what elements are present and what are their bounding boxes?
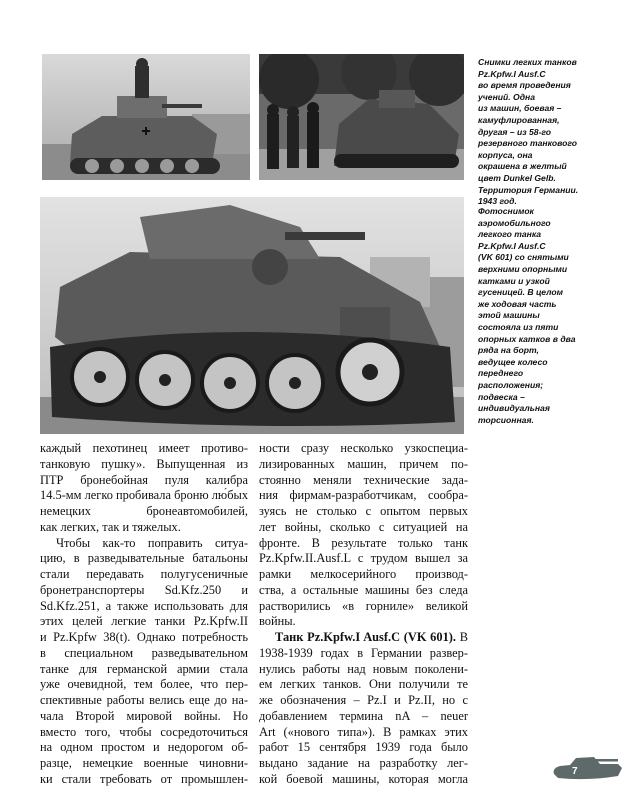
text-line: стали передавать полугусеничные bbox=[40, 567, 248, 581]
text-line: танке для германской армии стала bbox=[40, 661, 248, 676]
text-line: ки стали требовать от промышлен- bbox=[40, 771, 248, 786]
text-line: этих целей легкие танки Pz.Kpfw.II bbox=[40, 614, 248, 629]
caption-line: цвет Dunkel Gelb. bbox=[478, 172, 556, 183]
caption-line: расположения; bbox=[478, 379, 544, 390]
caption-line: же ходовая часть bbox=[478, 298, 557, 309]
tank-silhouette-icon bbox=[548, 754, 624, 782]
text-line: Pz.Kpfw.II.Ausf.L с трудом вышел за bbox=[259, 551, 468, 566]
text-line: ства, а остальные машины без следа bbox=[259, 582, 468, 597]
text-line: рамки мелкосерийного производ- bbox=[259, 567, 468, 581]
text-line: спективные работы велись еще до на- bbox=[40, 693, 248, 707]
text-line: нулись работы над новым поколени- bbox=[259, 661, 468, 676]
caption-line: Снимки легких танков bbox=[478, 57, 577, 67]
caption-line: во время проведения bbox=[478, 80, 571, 91]
text-column-left bbox=[40, 441, 248, 788]
photo-tank-with-crew bbox=[42, 54, 250, 180]
caption-line: катками и узкой bbox=[478, 275, 550, 286]
caption-line: ряда на борт, bbox=[478, 345, 539, 356]
text-line: же обозначения – Pz.I и Pz.II, но с bbox=[259, 693, 468, 707]
caption-line: состояла из пяти bbox=[478, 321, 559, 332]
caption-line: подвеска – bbox=[478, 391, 525, 402]
text-line: в специальном разведывательном bbox=[40, 645, 248, 660]
text-line: зуясь не столько с опытом первых bbox=[259, 504, 468, 518]
caption-line: Pz.Kpfw.I Ausf.C bbox=[478, 68, 546, 79]
caption-line: этой машины bbox=[478, 310, 540, 321]
text-line: уже очевидной, тем более, что пер- bbox=[40, 677, 248, 692]
caption-line: другая – из 58-го bbox=[478, 126, 552, 137]
caption-line: гусеницей. В целом bbox=[478, 287, 563, 298]
section-subheading: Танк Pz.Kpfw.I Ausf.C (VK 601). bbox=[275, 630, 456, 644]
caption-line: корпуса, она bbox=[478, 149, 533, 160]
page-number-badge bbox=[548, 754, 624, 782]
text-line: вместо того, чтобы сосредоточиться bbox=[40, 724, 248, 739]
caption-line: верхними опорными bbox=[478, 263, 568, 274]
text-line: лизированных машин, причем по- bbox=[259, 456, 468, 471]
caption-line: Фотоснимок bbox=[478, 206, 534, 216]
tank-photo-1-graphic bbox=[42, 54, 250, 180]
caption-line: (VK 601) со снятыми bbox=[478, 252, 569, 263]
text-line: цию, в разведывательные батальоны bbox=[40, 551, 248, 566]
caption-line: учений. Одна bbox=[478, 91, 536, 102]
page-number: 7 bbox=[572, 766, 578, 777]
text-line: фронте. В результате только танк bbox=[259, 535, 468, 550]
caption-line: камуфлированная, bbox=[478, 114, 560, 125]
text-line: выдано задание на разработку лег- bbox=[259, 756, 468, 770]
caption-line: Pz.Kpfw.I Ausf.C bbox=[478, 240, 546, 251]
text-line: чала Второй мировой войны. Но bbox=[40, 708, 248, 723]
caption-line: ведущее колесо bbox=[478, 356, 548, 367]
text-line: Art («нового типа»). В рамках этих bbox=[259, 724, 468, 739]
photo-camouflaged-tank bbox=[259, 54, 464, 180]
text-line: ем легких танков. Они получили те bbox=[259, 677, 468, 692]
subheading-continuation: В bbox=[456, 630, 468, 644]
text-line: растворились «в горниле» великой bbox=[259, 598, 468, 613]
text-line: на одном простом и недорогом об- bbox=[40, 740, 248, 755]
text-line: немецких бронеавтомобилей, bbox=[40, 504, 248, 518]
text-line: и Pz.Kpfw 38(t). Однако потребность bbox=[40, 630, 248, 644]
caption-line: из машин, боевая – bbox=[478, 103, 562, 114]
text-line: 14.5-мм легко пробивала броню лю́бых bbox=[40, 488, 248, 503]
caption-line: легкого танка bbox=[478, 229, 542, 240]
caption-line: индивидуальная bbox=[478, 403, 550, 414]
text-line: каждый пехотинец имеет противо- bbox=[40, 441, 248, 455]
text-line: разце, немецкие военные чиновни- bbox=[40, 756, 248, 770]
tank-photo-main-graphic bbox=[40, 197, 464, 434]
text-line: Чтобы как-то поправить ситуа- bbox=[56, 535, 248, 550]
caption-main-photo bbox=[478, 206, 606, 426]
text-line: кой боевой машины, которая могла bbox=[259, 771, 468, 786]
text-line: стоянно меняли технические зада- bbox=[259, 472, 468, 487]
text-column-right bbox=[259, 441, 468, 788]
text-line: бронетранспортеры Sd.Kfz.250 и bbox=[40, 582, 248, 597]
text-line: танковую пушку». Выпущенная из bbox=[40, 456, 248, 471]
caption-line: Территория Германии. bbox=[478, 184, 579, 195]
caption-line: резервного танкового bbox=[478, 138, 578, 149]
caption-line: окрашена в желтый bbox=[478, 161, 567, 172]
caption-line: опорных катков в два bbox=[478, 333, 576, 344]
caption-photo-pair bbox=[478, 57, 606, 208]
photo-tank-vk601 bbox=[40, 197, 464, 434]
caption-line: аэромобильного bbox=[478, 217, 551, 228]
caption-line: переднего bbox=[478, 368, 524, 379]
caption-line: торсионная. bbox=[478, 414, 534, 425]
text-line: ния фирмам-разработчикам, сообра- bbox=[259, 488, 468, 503]
subheading-line bbox=[259, 630, 468, 646]
text-line: как легких, так и тяжелых. bbox=[40, 519, 181, 534]
text-line: ности сразу несколько узкоспециа- bbox=[259, 441, 468, 455]
text-line: лет войны, сколько с ситуацией на bbox=[259, 519, 468, 534]
text-line: добавлением термина nA – neuer bbox=[259, 708, 468, 723]
text-line: работ 15 сентября 1939 года было bbox=[259, 740, 468, 755]
text-line: Sd.Kfz.251, а также использовать для bbox=[40, 598, 248, 613]
text-line: ПТР бронебойная пуля калибра bbox=[40, 472, 248, 487]
text-line: 1938-1939 годах в Германии развер- bbox=[259, 645, 468, 660]
text-line: войны. bbox=[259, 614, 296, 629]
tank-photo-2-graphic bbox=[259, 54, 464, 180]
caption-line: 1943 год. bbox=[478, 196, 517, 207]
